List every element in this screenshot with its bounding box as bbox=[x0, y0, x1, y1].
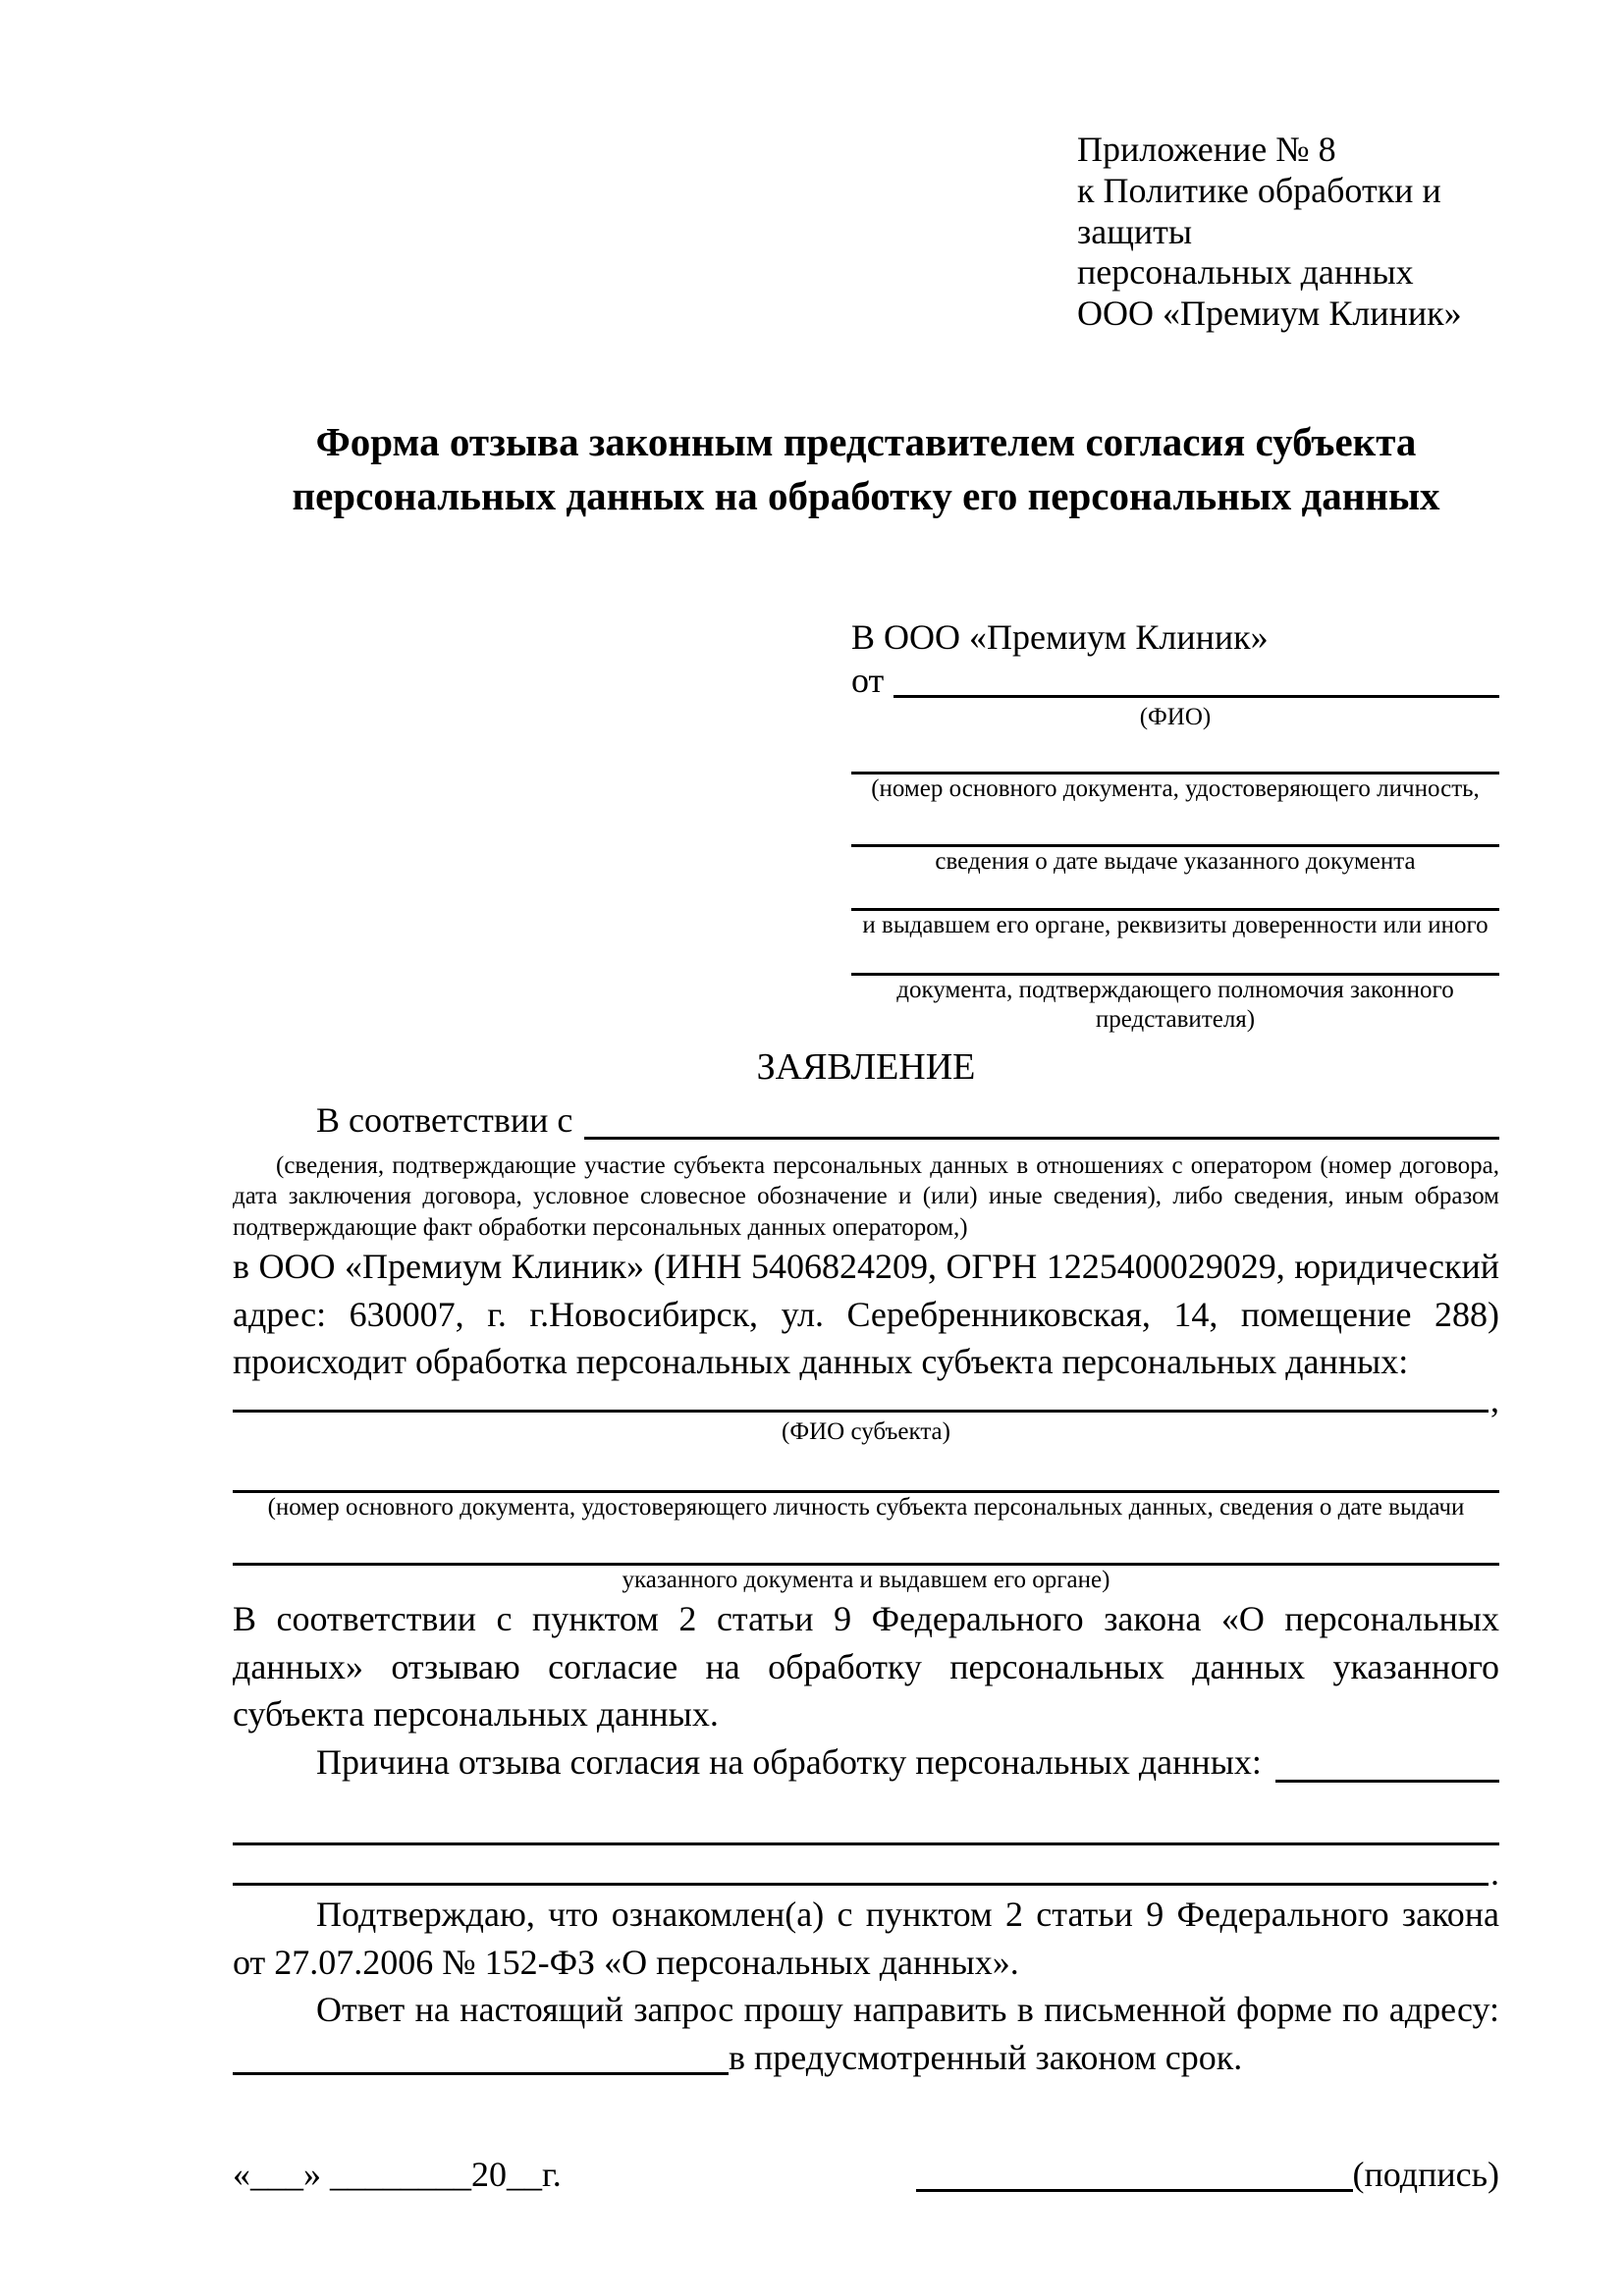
appendix-line: персональных данных bbox=[1077, 252, 1414, 293]
field-caption: и выдавшем его органе, реквизиты доверенности или иного bbox=[862, 912, 1489, 939]
subject-fio-caption: (ФИО субъекта) bbox=[782, 1417, 950, 1445]
appendix-line: Приложение № 8 bbox=[1077, 130, 1336, 169]
operator-paragraph: в ООО «Премиум Клиник» (ИНН 5406824209, ОГРН 1225400029029, юридический адрес: 630007, г. г.Новосибирск, ул. Серебренниковская, 14, помещение 288) происходит обработка персональных данных субъекта персональных данных: bbox=[233, 1246, 1499, 1382]
field-caption: сведения о дате выдаче указанного документа bbox=[935, 847, 1416, 875]
subject-doc-caption: (номер основного документа, удостоверяющего личность субъекта персональных данных, сведения о дате выдачи bbox=[267, 1494, 1465, 1522]
appendix-line: ООО «Премиум Клиник» bbox=[1077, 294, 1462, 333]
signature-group bbox=[916, 2152, 1499, 2198]
reason-blank-line bbox=[233, 1845, 1489, 1886]
fio-caption: (ФИО) bbox=[1139, 703, 1212, 730]
title-line: персональных данных на обработку его персональных данных bbox=[292, 473, 1440, 519]
subject-doc-blank-line bbox=[233, 1453, 1499, 1493]
field-caption: документа, подтверждающего полномочия законного представителя) bbox=[896, 976, 1454, 1034]
subject-doc-blank-line bbox=[233, 1527, 1499, 1566]
date-line: «___» ________20__г. bbox=[233, 2155, 562, 2195]
reason-blank-row bbox=[233, 1845, 1499, 1894]
appendix-block bbox=[1077, 130, 1499, 335]
field-caption: (номер основного документа, удостоверяющего личность, bbox=[871, 775, 1480, 803]
acknowledge-paragraph: Подтверждаю, что ознакомлен(а) с пунктом 2 статьи 9 Федерального закона от 27.07.2006 № 152-ФЗ «О персональных данных». bbox=[233, 1895, 1499, 1982]
accordance-label: В соответствии с bbox=[316, 1100, 573, 1141]
reply-address-blank-line bbox=[233, 2034, 729, 2076]
reply-request-paragraph: Ответ на настоящий запрос прошу направить в письменной форме по адресу: bbox=[316, 1990, 1499, 2030]
accordance-row bbox=[233, 1099, 1499, 1145]
representative-doc-blank-line bbox=[851, 805, 1499, 847]
from-row bbox=[851, 660, 1499, 703]
title-line: Форма отзыва законным представителем согласия субъекта bbox=[315, 418, 1417, 464]
subject-doc-caption: указанного документа и выдавшем его органе) bbox=[622, 1566, 1110, 1593]
reason-label: Причина отзыва согласия на обработку персональных данных: bbox=[316, 1742, 1262, 1783]
reply-address-row bbox=[233, 2034, 1499, 2082]
statement-heading: ЗАЯВЛЕНИЕ bbox=[756, 1045, 976, 1088]
basis-note: (сведения, подтверждающие участие субъекта персональных данных в отношениях с оператором (номер договора, дата заключения договора, условное словесное обозначение и (или) иные сведения), либо сведения, иным образом подтверждающие факт обработки персональных данных оператором,) bbox=[233, 1152, 1499, 1241]
withdrawal-paragraph: В соответствии с пунктом 2 статьи 9 Федерального закона «О персональных данных» отзываю согласие на обработку персональных данных указанного субъекта персональных данных. bbox=[233, 1599, 1499, 1735]
representative-fio-blank-line bbox=[893, 660, 1499, 698]
signature-blank-line bbox=[916, 2152, 1353, 2192]
reason-line-period: . bbox=[1490, 1853, 1499, 1894]
subject-fio-blank-line bbox=[233, 1388, 1489, 1413]
representative-doc-blank-line bbox=[851, 877, 1499, 911]
subject-fio-comma: , bbox=[1490, 1379, 1499, 1419]
signature-caption: (подпись) bbox=[1352, 2155, 1499, 2195]
from-label: от bbox=[851, 660, 885, 700]
reason-blank-line bbox=[233, 1803, 1499, 1845]
reply-tail-text: в предусмотренный законом срок. bbox=[729, 2037, 1243, 2077]
addressee-to: В ООО «Премиум Клиник» bbox=[851, 617, 1269, 658]
document-title bbox=[233, 415, 1499, 524]
subject-fio-row bbox=[233, 1379, 1499, 1419]
appendix-line: к Политике обработки и защиты bbox=[1077, 170, 1441, 251]
addressee-block bbox=[851, 616, 1499, 1035]
accordance-blank-line bbox=[584, 1099, 1499, 1140]
reason-row bbox=[233, 1738, 1499, 1788]
representative-doc-blank-line bbox=[851, 732, 1499, 774]
footer-row bbox=[233, 2152, 1499, 2198]
representative-doc-blank-line bbox=[851, 941, 1499, 976]
reason-blank-line bbox=[1275, 1738, 1499, 1783]
